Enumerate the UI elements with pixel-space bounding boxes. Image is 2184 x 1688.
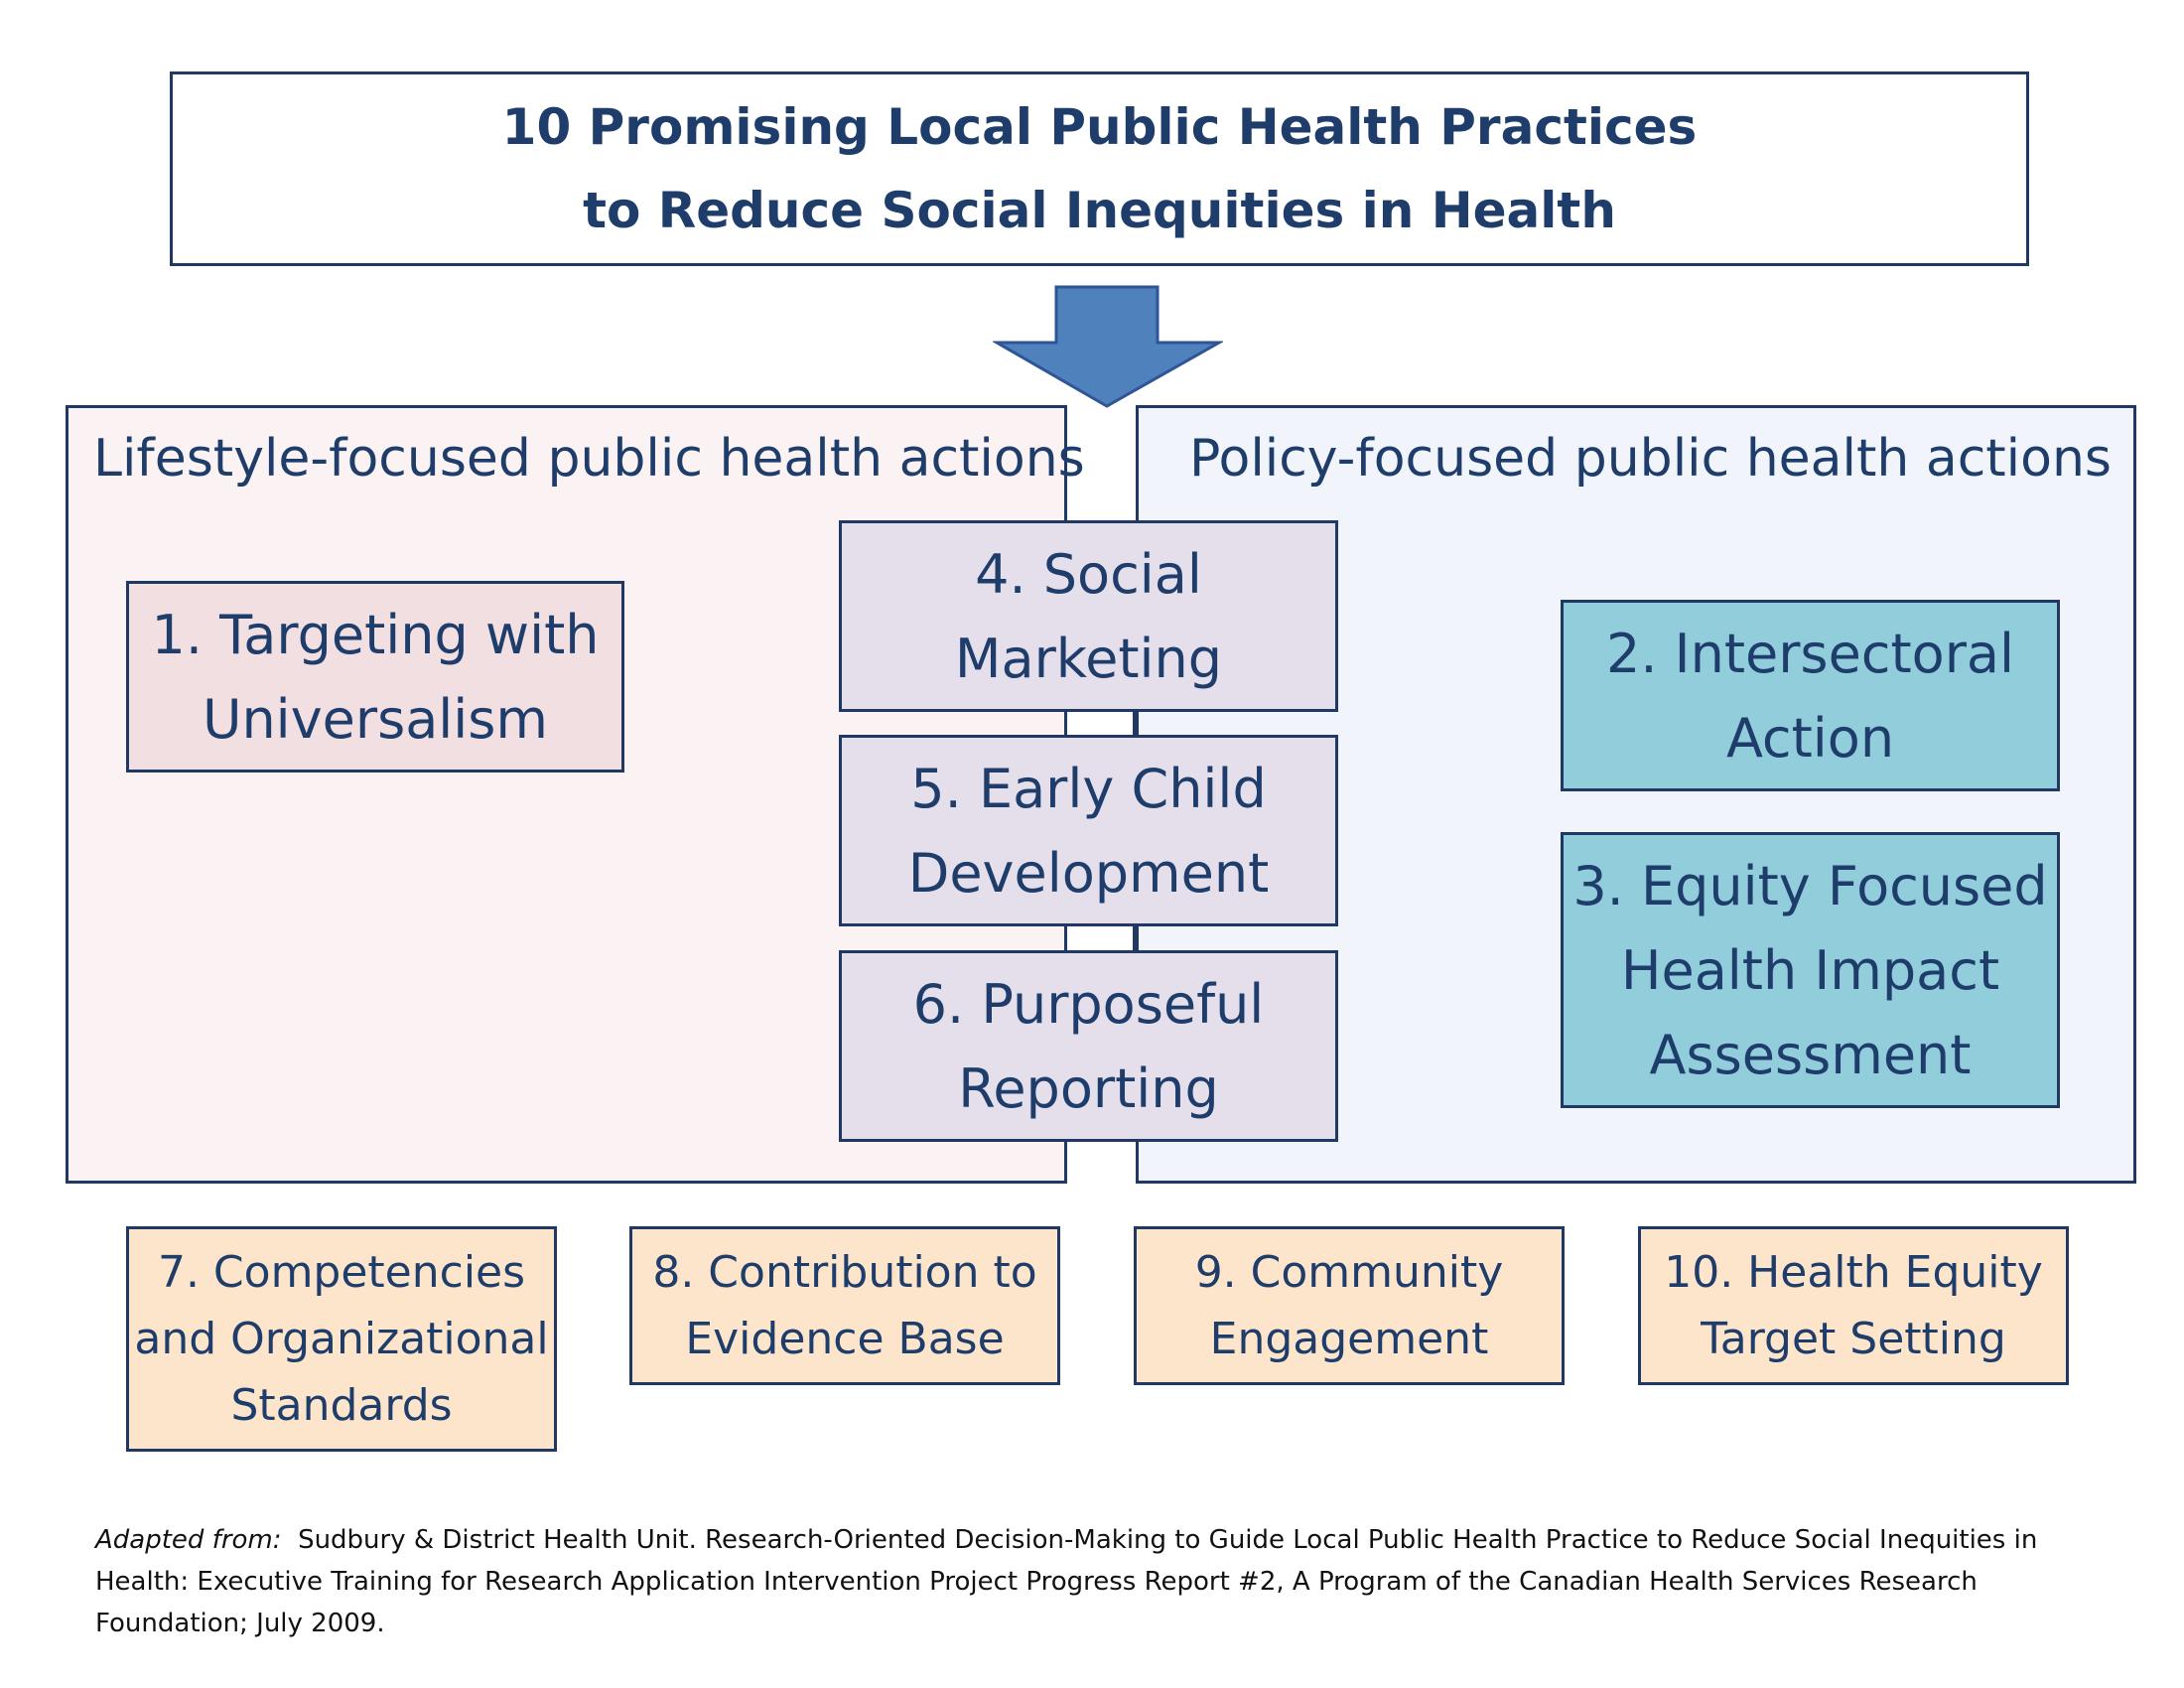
citation-line-3: Foundation; July 2009. xyxy=(95,1609,385,1638)
practice-7-line-1: 7. Competencies xyxy=(157,1247,526,1298)
practice-3-line-3: Assessment xyxy=(1649,1023,1972,1086)
practice-9-line-2: Engagement xyxy=(1209,1314,1489,1364)
practice-7-line-2: and Organizational xyxy=(134,1314,549,1364)
title-line-2: to Reduce Social Inequities in Health xyxy=(583,182,1616,239)
practice-2-line-1: 2. Intersectoral xyxy=(1606,622,2014,685)
practice-8-line-1: 8. Contribution to xyxy=(652,1247,1037,1298)
practice-7-line-3: Standards xyxy=(230,1380,453,1431)
practice-9-line-1: 9. Community xyxy=(1194,1247,1504,1298)
diagram-title xyxy=(170,71,2029,266)
practice-5-line-2: Development xyxy=(907,841,1270,905)
practice-6-line-1: 6. Purposeful xyxy=(912,972,1265,1036)
practice-4-line-1: 4. Social xyxy=(975,542,1202,606)
practice-1-line-1: 1. Targeting with xyxy=(151,603,600,666)
practice-box-4 xyxy=(839,520,1338,712)
practice-6-line-2: Reporting xyxy=(958,1056,1219,1120)
practice-box-2 xyxy=(1561,600,2060,791)
practice-5-line-1: 5. Early Child xyxy=(910,757,1267,820)
practice-box-10 xyxy=(1638,1226,2069,1385)
practice-box-8 xyxy=(629,1226,1060,1385)
citation-line-2: Health: Executive Training for Research Application Intervention Project Progress Report #2, A Program of the Canadian Health Services Research xyxy=(95,1567,1978,1597)
practice-box-5 xyxy=(839,735,1338,926)
citation xyxy=(95,1519,2120,1644)
practice-box-6 xyxy=(839,950,1338,1142)
practice-10-line-2: Target Setting xyxy=(1701,1314,2006,1364)
practice-3-line-1: 3. Equity Focused xyxy=(1572,854,2048,917)
citation-line-1 xyxy=(95,1519,2120,1561)
practice-box-9 xyxy=(1134,1226,1565,1385)
practice-box-1 xyxy=(126,581,624,773)
practice-box-3 xyxy=(1561,832,2060,1108)
practice-8-line-2: Evidence Base xyxy=(685,1314,1005,1364)
practice-box-7 xyxy=(126,1226,557,1452)
practice-2-line-2: Action xyxy=(1725,706,1895,770)
practice-1-line-2: Universalism xyxy=(202,687,549,751)
title-line-1: 10 Promising Local Public Health Practices xyxy=(501,98,1698,156)
down-arrow-icon xyxy=(993,285,1223,410)
lifestyle-panel-title: Lifestyle-focused public health actions xyxy=(93,429,1085,489)
citation-text-1: Sudbury & District Health Unit. Research-Oriented Decision-Making to Guide Local Public Health Practice to Reduce Social Inequities in xyxy=(298,1525,2038,1555)
practice-3-line-2: Health Impact xyxy=(1620,938,2000,1002)
practice-10-line-1: 10. Health Equity xyxy=(1664,1247,2043,1298)
citation-prefix: Adapted from: xyxy=(95,1525,282,1555)
practice-4-line-2: Marketing xyxy=(954,627,1223,690)
policy-panel-title: Policy-focused public health actions xyxy=(1189,429,2112,489)
